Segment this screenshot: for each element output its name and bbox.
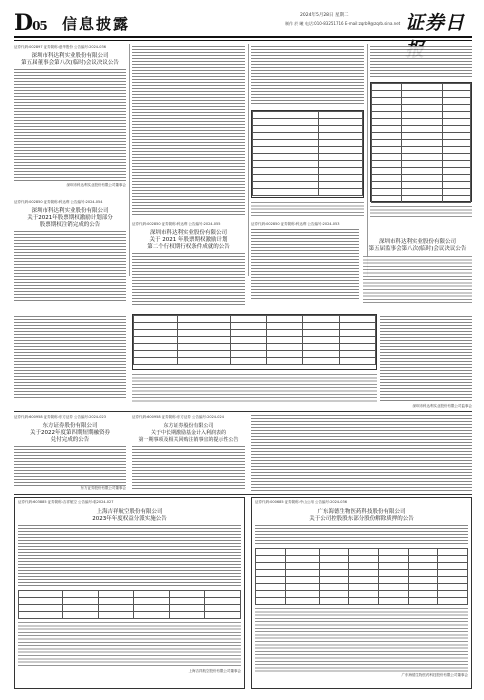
body-text-block — [18, 622, 241, 668]
announcement-a2 — [14, 200, 126, 312]
date-line: 2024年5月28日 星期二 — [300, 13, 349, 18]
body-text-block — [370, 46, 472, 78]
body-text-block — [255, 608, 468, 672]
announcement-a6 — [132, 415, 245, 495]
announcement-meta: 证券代码:603885 证券简称:吉祥航空 公告编号:临2024-027 — [18, 500, 114, 504]
body-text-block — [14, 316, 126, 398]
data-table — [255, 548, 468, 605]
announcement-a1 — [14, 45, 126, 195]
body-text-block — [251, 415, 472, 491]
data-table — [251, 110, 364, 198]
body-text-block — [251, 202, 364, 218]
data-table — [18, 590, 241, 619]
data-table — [370, 82, 472, 202]
signature: 东方证券股份有限公司董事会 — [80, 486, 126, 490]
announcement-title: 东方证券股份有限公司 关于2022年度第四期短期融资券 兑付完成的公告 — [30, 423, 110, 443]
body-text-block — [363, 256, 472, 304]
section-divider — [14, 494, 472, 495]
announcement-title: 深圳市科达利实业股份有限公司 关于 2021 年股票期权激励计划 第二个行权期行权条件成就的公告 — [147, 230, 230, 250]
announcement-a8 — [251, 497, 472, 689]
announcement-meta: 证券代码:000685 证券简称:中山公用 公告编号:2024-036 — [255, 500, 347, 504]
body-text-block — [255, 525, 468, 545]
body-text-block — [132, 446, 245, 490]
body-text-block — [14, 446, 126, 486]
masthead-rule-thin — [14, 40, 472, 41]
announcement-meta: 证券代码:002897 证券简称:意华股份 公告编号:2024-036 — [14, 45, 106, 49]
body-text-block — [370, 206, 472, 218]
newspaper-logo: 证券日 — [405, 12, 466, 34]
announcement-title: 深圳市科达利实业股份有限公司 关于2021年股票期权激励计划部分 股票期权注销完成的公告 — [27, 208, 113, 228]
signature: 上海吉祥航空股份有限公司董事会 — [188, 669, 241, 673]
section-divider — [14, 411, 472, 412]
announcement-title: 深圳市科达利实业股份有限公司 第五届监事会第八次(临时)会议决议公告 — [368, 239, 467, 252]
announcement-meta: 证券代码:002850 证券简称:科达利 公告编号:2024-053 — [251, 222, 340, 226]
body-text-block — [132, 253, 245, 305]
body-text-block — [380, 316, 472, 402]
body-text-block — [18, 525, 241, 587]
announcement-meta: 证券代码:002850 证券简称:科达利 公告编号:2024-054 — [14, 200, 103, 204]
announcement-title: 上海吉祥航空股份有限公司 2023年年度权益分派实施公告 — [92, 509, 167, 522]
page-number: 05 — [32, 19, 47, 33]
masthead — [0, 0, 484, 42]
masthead-rule — [14, 36, 472, 38]
announcement-a4 — [251, 222, 472, 312]
announcement-title: 深圳市科达利实业股份有限公司 第五届董事会第八次(临时)会议决议公告 — [21, 53, 119, 66]
section-title: 信息披露 — [62, 15, 131, 33]
signature: 深圳市科达利实业股份有限公司监事会 — [412, 404, 472, 408]
body-text-block — [14, 69, 126, 181]
body-text-block — [14, 231, 126, 301]
announcement-meta: 证券代码:002850 证券简称:科达利 公告编号:2024-055 — [132, 222, 221, 226]
announcement-title: 东方证券股份有限公司 关于中长期激励基金计入利润表的 第一期事项及相关回购注销事宜的提示性公告 — [138, 423, 239, 443]
column-divider — [248, 44, 249, 276]
body-text-block — [251, 229, 359, 299]
contact-line: 制作 於 曦 电话:010-83251716 E-mail:zqrb9@zqrb.sina.net — [285, 21, 401, 26]
body-text-block — [132, 46, 245, 216]
announcement-a5 — [14, 415, 126, 495]
column-divider — [129, 44, 130, 276]
announcement-title: 广东海德生物医药科技股份有限公司 关于公司控股股东部分股份解除质押的公告 — [309, 509, 414, 522]
signature: 广东海德生物医药科技股份有限公司董事会 — [401, 673, 468, 677]
body-text-block — [132, 374, 377, 402]
announcement-meta: 证券代码:600958 证券简称:东方证券 公告编号:2024-024 — [132, 415, 224, 419]
announcement-meta: 证券代码:600958 证券简称:东方证券 公告编号:2024-023 — [14, 415, 106, 419]
page-code: D05 — [14, 10, 47, 36]
announcement-a7 — [14, 497, 245, 689]
body-text-block — [251, 46, 364, 106]
data-table — [132, 314, 377, 370]
signature: 深圳市科达利实业股份有限公司董事会 — [66, 183, 126, 187]
announcement-a3 — [132, 222, 245, 312]
